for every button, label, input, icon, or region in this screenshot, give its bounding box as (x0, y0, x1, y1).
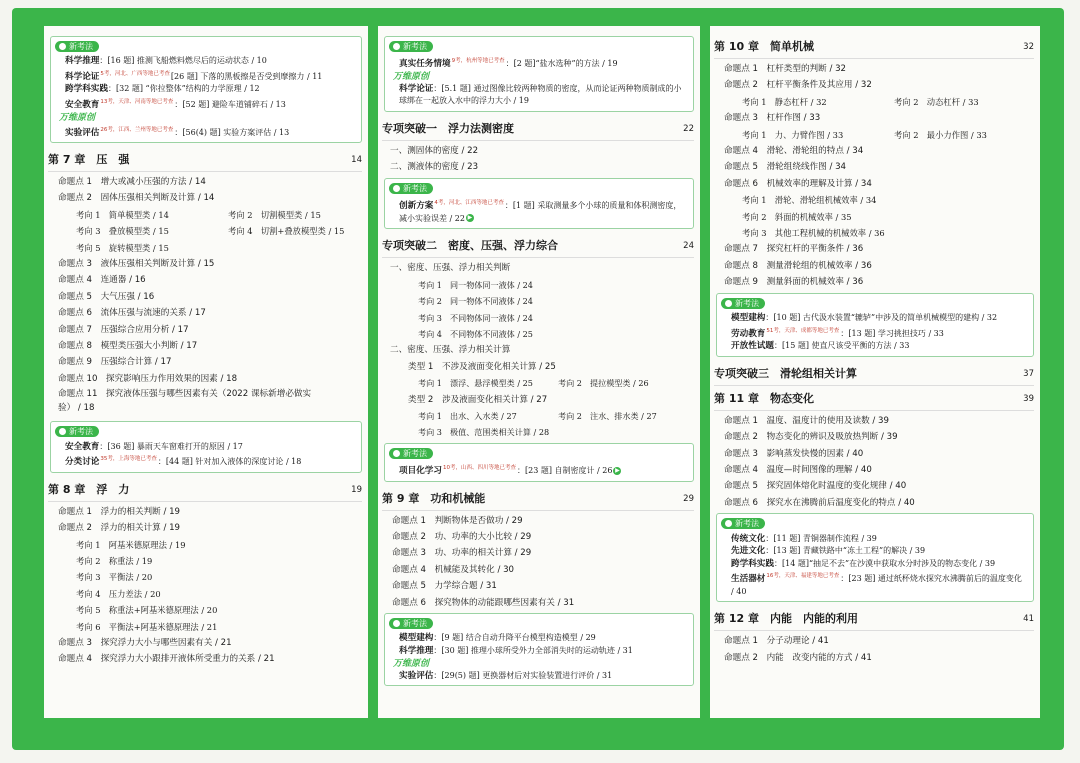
box-row: 模型建构：[9 题] 结合自动升降平台模型构造模型 / 29 (399, 633, 596, 644)
toc-subitem[interactable]: 考向 4 压力差法 / 20 (76, 588, 161, 599)
toc-item[interactable]: 命题点 10 探究影响压力作用效果的因素 / 18 (58, 373, 238, 384)
toc-column-right (710, 26, 1040, 718)
chapter-heading[interactable]: 第 7 章 压 强 14 (48, 149, 362, 172)
toc-item[interactable]: 命题点 5 力学综合题 / 31 (392, 581, 497, 592)
chapter-heading[interactable]: 第 10 章 简单机械 32 (714, 36, 1034, 59)
toc-subitem-row: 考向 3 极值、范围类相关计算 / 28 (418, 427, 550, 438)
toc-item[interactable]: 命题点 1 温度、温度计的使用及读数 / 39 (724, 415, 889, 426)
toc-item[interactable]: 命题点 6 探究水在沸腾前后温度变化的特点 / 40 (724, 497, 915, 508)
toc-item[interactable]: 命题点 11 探究液体压强与哪些因素有关（2022 课标新增必做实验） / 18 (58, 389, 312, 414)
toc-item[interactable]: 命题点 8 模型类压强大小判断 / 17 (58, 341, 198, 352)
new-method-box (50, 36, 362, 143)
toc-subitem-row: 考向 5 旋转模型类 / 15 (76, 242, 169, 253)
toc-subitem-row: 考向 1 力、力臂作图 / 33 考向 2 最小力作图 / 33 (742, 129, 987, 140)
box-row: 科学推理：[16 题] 推测飞船燃料燃尽后的运动状态 / 10 (65, 56, 267, 67)
toc-subitem-row: 考向 1 简单模型类 / 14 考向 2 切割模型类 / 15 (76, 209, 321, 220)
toc-item[interactable]: 命题点 5 滑轮组绕线作图 / 34 (724, 162, 847, 173)
box-row: 分类讨论$^{35考,上海等地已考查}$：[44 题] 针对加入液体的深度讨论 / 18 (65, 456, 302, 468)
toc-subitem[interactable]: 考向 5 称重法+阿基米德原理法 / 20 (76, 605, 218, 616)
toc-subitem-row: 考向 3 叠放模型类 / 15 考向 4 切割+叠放模型类 / 15 (76, 226, 345, 237)
toc-item[interactable]: 命题点 9 测量斜面的机械效率 / 36 (724, 277, 864, 288)
toc-item[interactable]: 命题点 3 杠杆作图 / 33 (724, 113, 821, 124)
toc-subitem-row: 考向 1 漂浮、悬浮模型类 / 25 考向 2 提拉模型类 / 26 (418, 378, 649, 389)
toc-type[interactable]: 类型 2 涉及液面变化相关计算 / 27 (408, 394, 548, 405)
toc-column-middle (378, 26, 700, 718)
box-row: 传统文化：[11 题] 青铜器制作流程 / 39 (731, 533, 877, 544)
chapter-heading[interactable]: 第 11 章 物态变化 39 (714, 388, 1034, 411)
toc-item[interactable]: 命题点 7 探究杠杆的平衡条件 / 36 (724, 244, 864, 255)
toc-item[interactable]: 命题点 4 探究浮力大小跟排开液体所受重力的关系 / 21 (58, 654, 275, 665)
toc-item[interactable]: 命题点 1 分子动理论 / 41 (724, 636, 829, 647)
box-row: 跨学科实践：[32 题] “你拉整体”结构的力学原理 / 12 (65, 84, 260, 95)
special-topic-heading[interactable]: 专项突破三 滑轮组相关计算 37 (714, 363, 1034, 386)
wanwei-original-label: 万维原创 (393, 658, 430, 669)
toc-subitem[interactable]: 考向 2 同一物体不同液体 / 24 (418, 296, 533, 307)
toc-item[interactable]: 二、测液体的密度 / 23 (390, 162, 479, 173)
box-row: 科学论证：[5.1 题] 通过图像比较两种物质的密度，从而论证两种物质制成的小球绑在一起放入水中的浮力大小 / 19 (399, 83, 682, 106)
box-row: 先进文化：[13 题] 青藏铁路中“冻土工程”的解决 / 39 (731, 546, 926, 557)
toc-subitem[interactable]: 考向 1 同一物体同一液体 / 24 (418, 279, 533, 290)
toc-subitem[interactable]: 考向 3 不同物体同一液体 / 24 (418, 312, 533, 323)
new-method-box (50, 421, 362, 472)
leaf-icon (59, 43, 66, 50)
leaf-icon (725, 520, 732, 527)
new-method-box (716, 293, 1034, 357)
toc-subitem[interactable]: 考向 4 不同物体不同液体 / 25 (418, 328, 533, 339)
toc-item[interactable]: 命题点 2 浮力的相关计算 / 19 (58, 523, 181, 534)
toc-subitem[interactable]: 考向 6 平衡法+阿基米德原理法 / 21 (76, 621, 218, 632)
box-row: 实验评估$^{26考,江西、兰州等地已考查}$：[56(4) 题] 实验方案评估 / 13 (65, 126, 290, 138)
new-method-tag: 新考法 (55, 41, 99, 52)
toc-item[interactable]: 命题点 4 连通器 / 16 (58, 275, 146, 286)
toc-item[interactable]: 命题点 1 增大或减小压强的方法 / 14 (58, 176, 206, 187)
toc-item[interactable]: 命题点 1 判断物体是否做功 / 29 (392, 515, 523, 526)
new-method-box (384, 36, 694, 112)
toc-subitem-row: 考向 1 静态杠杆 / 32 考向 2 动态杠杆 / 33 (742, 96, 979, 107)
new-method-box (384, 613, 694, 686)
toc-section[interactable]: 一、密度、压强、浮力相关判断 (390, 263, 511, 274)
new-method-tag: 新考法 (389, 183, 433, 194)
toc-item[interactable]: 命题点 1 杠杆类型的判断 / 32 (724, 64, 847, 74)
toc-subitem-row: 考向 1 出水、入水类 / 27 考向 2 注水、排水类 / 27 (418, 410, 657, 421)
toc-subitem[interactable]: 考向 1 滑轮、滑轮组机械效率 / 34 (742, 195, 877, 206)
toc-type[interactable]: 类型 1 不涉及液面变化相关计算 / 25 (408, 361, 556, 372)
box-row: 安全教育$^{13考,天津、河南等地已考查}$：[52 题] 避险车道铺碎石 / 13 (65, 99, 286, 110)
toc-item[interactable]: 命题点 3 液体压强相关判断及计算 / 15 (58, 258, 215, 269)
toc-item[interactable]: 命题点 2 固体压强相关判断及计算 / 14 (58, 193, 215, 204)
new-method-tag: 新考法 (721, 298, 765, 309)
chapter-heading[interactable]: 第 9 章 功和机械能 29 (382, 488, 694, 511)
special-topic-heading[interactable]: 专项突破二 密度、压强、浮力综合 24 (382, 235, 694, 258)
wanwei-original-label: 万维原创 (393, 71, 430, 82)
box-row: 跨学科实践：[14 题]“抽足不去”在沙漠中获取水分时涉及的物态变化 / 39 (731, 558, 996, 569)
box-row: 生活器材$^{16考,天津、福建等地已考查}$：[23 题] 通过纸杯烧水探究水沸腾前后的温度变化 / 40 (731, 573, 1022, 596)
toc-item[interactable]: 命题点 3 功、功率的相关计算 / 29 (392, 548, 532, 559)
new-method-tag: 新考法 (389, 448, 433, 459)
play-icon[interactable]: ▶ (615, 466, 620, 474)
leaf-icon (725, 300, 732, 307)
new-method-box (384, 178, 694, 229)
box-row: 劳动教育$^{51考,天津、成都等地已考查}$：[13 题] 学习挑担技巧 / 33 (731, 327, 944, 339)
box-row: 安全教育：[36 题] 暴雨天车窗难打开的原因 / 17 (65, 441, 243, 452)
toc-item[interactable]: 命题点 3 影响蒸发快慢的因素 / 40 (724, 448, 864, 459)
box-row: 科学论证$^{5考,河北、广西等地已考查}$[26 题] 下落的黑板擦是否受到摩擦力 / 11 (65, 71, 323, 82)
box-row: 真实任务情境$^{9考,杭州等地已考查}$：[2 题]“盐水选种”的方法 / 19 (399, 58, 618, 70)
toc-subitem[interactable]: 考向 1 阿基米德原理法 / 19 (76, 539, 186, 550)
new-method-tag: 新考法 (389, 618, 433, 629)
chapter-heading[interactable]: 第 12 章 内能 内能的利用 41 (714, 608, 1034, 631)
toc-item[interactable]: 命题点 4 滑轮、滑轮组的特点 / 34 (724, 146, 864, 157)
toc-item[interactable]: 命题点 7 压强综合应用分析 / 17 (58, 324, 189, 335)
box-row: 科学推理：[30 题] 推理小球所受外力全部消失时的运动轨迹 / 31 (399, 646, 633, 657)
toc-column-left (44, 26, 368, 718)
toc-item[interactable]: 命题点 3 探究浮力大小与哪些因素有关 / 21 (58, 637, 232, 648)
toc-subitem[interactable]: 考向 3 其他工程机械的机械效率 / 36 (742, 228, 885, 239)
play-icon[interactable]: ▶ (467, 214, 473, 222)
leaf-icon (393, 185, 400, 192)
box-row: 项目化学习$^{10考,山西、四川等地已考查}$：[23 题] 自制密度计 / 26 ▶ (399, 465, 620, 477)
toc-item[interactable]: 命题点 9 压强综合计算 / 17 (58, 357, 172, 368)
toc-item[interactable]: 命题点 1 浮力的相关判断 / 19 (58, 506, 181, 517)
toc-item[interactable]: 命题点 2 内能 改变内能的方式 / 41 (724, 652, 872, 663)
chapter-heading[interactable]: 第 8 章 浮 力 19 (48, 479, 362, 502)
leaf-icon (59, 428, 66, 435)
toc-section[interactable]: 二、密度、压强、浮力相关计算 (390, 345, 511, 356)
new-method-tag: 新考法 (721, 518, 765, 529)
box-row: 创新方案$^{4考,河北、江西等地已考查}$：[1 题] 采取测量多个小球的质量和体积测密度，减小实验误差 / 22 ▶ (399, 200, 682, 223)
toc-item[interactable]: 命题点 5 探究固体熔化时温度的变化规律 / 40 (724, 481, 907, 492)
toc-item[interactable]: 命题点 2 功、功率的大小比较 / 29 (392, 532, 532, 543)
box-row: 实验评估：[29(5) 题] 更换器材后对实验装置进行评价 / 31 (399, 670, 613, 681)
toc-item[interactable]: 命题点 5 大气压强 / 16 (58, 291, 155, 302)
toc-item[interactable]: 命题点 6 流体压强与流速的关系 / 17 (58, 308, 206, 319)
toc-item[interactable]: 命题点 4 机械能及其转化 / 30 (392, 564, 515, 575)
box-row: 开放性试题：[15 题] 使直尺该受平衡的方法 / 33 (731, 341, 910, 352)
box-row: 模型建构：[10 题] 古代汲水装置“辘轳”中涉及的简单机械模型的建构 / 32 (731, 313, 998, 324)
toc-item[interactable]: 命题点 2 杠杆平衡条件及其应用 / 32 (724, 80, 872, 91)
toc-subitem[interactable]: 考向 2 斜面的机械效率 / 35 (742, 211, 852, 222)
toc-item[interactable]: 命题点 8 测量滑轮组的机械效率 / 36 (724, 260, 872, 271)
new-method-tag: 新考法 (55, 426, 99, 437)
box-rows (59, 55, 355, 111)
toc-item[interactable]: 命题点 6 机械效率的理解及计算 / 34 (724, 178, 872, 189)
new-method-box (716, 513, 1034, 602)
toc-item[interactable]: 一、测固体的密度 / 22 (390, 146, 479, 157)
toc-item[interactable]: 命题点 4 温度—时间图像的理解 / 40 (724, 464, 872, 475)
toc-subitem[interactable]: 考向 2 称重法 / 19 (76, 555, 153, 566)
wanwei-original-label: 万维原创 (59, 112, 96, 123)
leaf-icon (393, 450, 400, 457)
leaf-icon (393, 620, 400, 627)
toc-item[interactable]: 命题点 6 探究物体的动能跟哪些因素有关 / 31 (392, 597, 575, 608)
toc-subitem[interactable]: 考向 3 平衡法 / 20 (76, 572, 153, 583)
toc-item[interactable]: 命题点 2 物态变化的辨识及吸放热判断 / 39 (724, 432, 898, 443)
leaf-icon (393, 43, 400, 50)
special-topic-heading[interactable]: 专项突破一 浮力法测密度 22 (382, 118, 694, 141)
new-method-tag: 新考法 (389, 41, 433, 52)
new-method-box (384, 443, 694, 482)
